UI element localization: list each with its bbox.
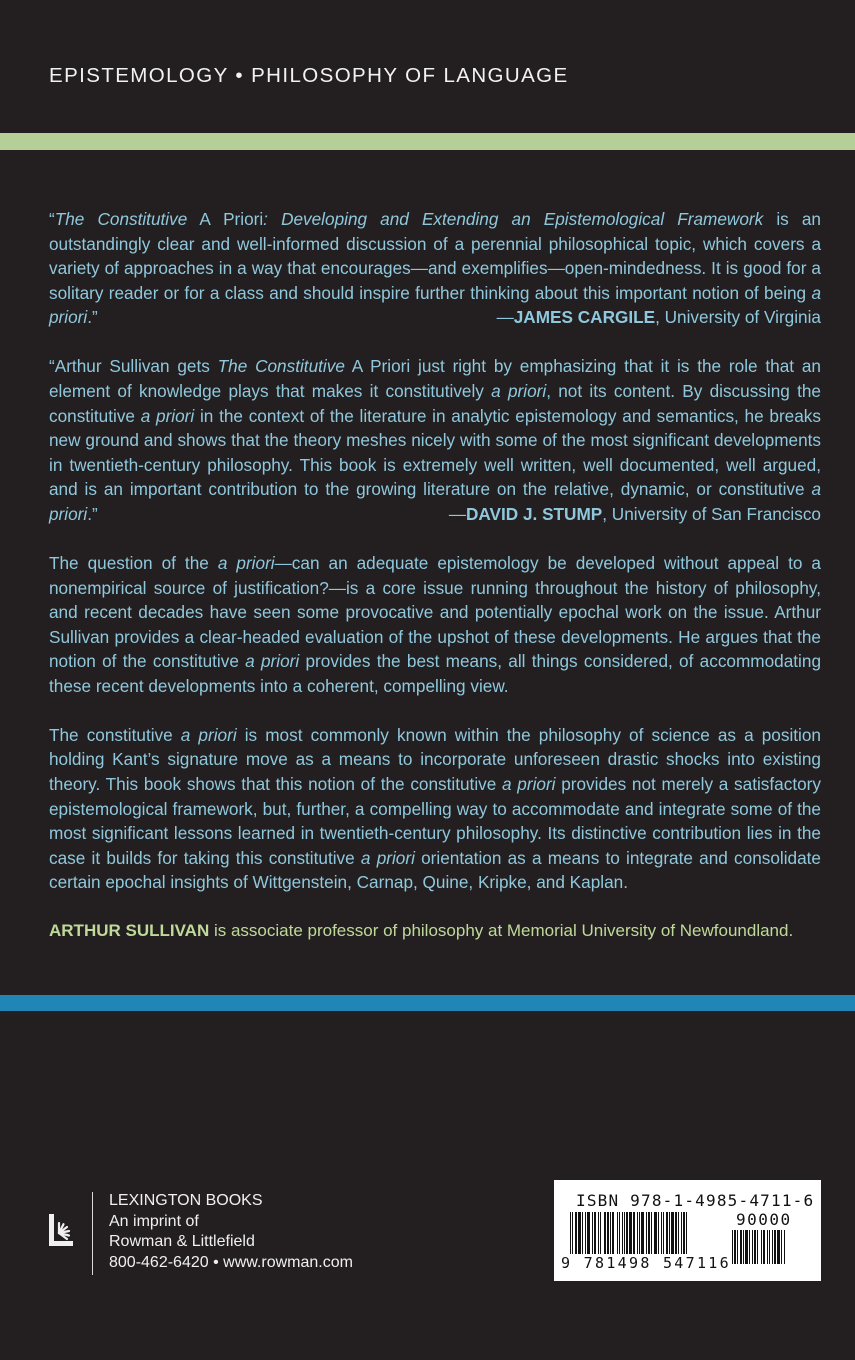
book-title-roman: A Priori [187, 209, 264, 229]
barcode-bar [607, 1212, 609, 1254]
barcode-bar [661, 1212, 662, 1254]
author-bio [49, 919, 821, 944]
barcode-bar [686, 1212, 687, 1254]
isbn-number: ISBN 978-1-4985-4711-6 [576, 1191, 815, 1210]
italic-term: a priori [49, 479, 821, 524]
barcode-bar [740, 1230, 742, 1264]
italic-term: a priori [140, 405, 195, 426]
barcode-bar [663, 1212, 664, 1254]
barcode-bar [575, 1212, 577, 1254]
lexington-sunburst-logo-icon [47, 1210, 79, 1250]
barcode-bar [675, 1212, 677, 1254]
description-text: provides not merely a satisfactory epistemological framework, but, further, a compelling way to accommodate and integrate some of the most significant lessons learned in twentieth-century philosophy. Its distinctive contribution lies in the case it builds for taking this constitutive [49, 774, 821, 868]
barcode-bar [639, 1212, 640, 1254]
description-text: —can an adequate epistemology be developed without appeal to a nonempirical source of justification?—is a core issue running throughout the history of philosophy, and recent decades have seen some provocative and potentially epochal work on the issue. Arthur Sullivan provides a clear-headed evaluation of the upshot of these developments. He argues that the notion of the constitutive [49, 552, 821, 672]
italic-term: a priori [245, 651, 300, 672]
barcode-bar [774, 1230, 776, 1264]
barcode-bar [749, 1230, 750, 1264]
book-subtitle: : Developing and Extending an Epistemological Framework [263, 209, 764, 229]
barcode-bar [610, 1212, 611, 1254]
publisher-divider-line [92, 1192, 93, 1275]
barcode-bar [612, 1212, 614, 1254]
barcode-bar [637, 1212, 638, 1254]
barcode-bar [570, 1212, 571, 1254]
description-text: provides the best means, all things considered, of accommodating these recent developments into a coherent, compelling view. [49, 651, 821, 696]
barcode-bar [604, 1212, 606, 1254]
barcode-bar [629, 1212, 632, 1254]
barcode-bar [585, 1212, 586, 1254]
endorser-affiliation: , University of San Francisco [602, 503, 821, 524]
book-title-italic: The Constitutive [217, 356, 345, 377]
endorsement-text: just right by emphasizing that it is the role that an element of knowledge plays that makes it constitutively [49, 356, 821, 401]
barcode-bar [757, 1230, 758, 1264]
endorsement-stump [49, 354, 821, 526]
open-quote: “ [49, 356, 55, 377]
blue-divider-band [0, 995, 855, 1011]
publisher-info [109, 1191, 353, 1273]
close-quote: .” [87, 503, 98, 524]
subject-category: EPISTEMOLOGY • PHILOSOPHY OF LANGUAGE [49, 64, 569, 87]
barcode-bar [578, 1212, 581, 1254]
barcode-bar [626, 1212, 628, 1254]
green-divider-band [0, 133, 855, 150]
italic-term: a priori [491, 380, 547, 401]
publisher-imprint-line: An imprint of [109, 1212, 199, 1230]
barcode-bar [752, 1230, 753, 1264]
barcode-bar [648, 1212, 650, 1254]
barcode-bar [633, 1212, 635, 1254]
barcode-bar [683, 1212, 685, 1254]
endorsement-text: , not its content. By discussing the constitutive [49, 380, 821, 426]
ean-barcode-bars [570, 1212, 730, 1254]
barcode-bar [624, 1212, 625, 1254]
description-text: is most commonly known within the philosophy of science as a position holding Kant’s signature move as a means to incorporate unforeseen drastic shocks into existing theory. This book shows that this notion of the constitutive [49, 724, 821, 795]
barcode-bar [772, 1230, 773, 1264]
description-paragraph-1 [49, 551, 821, 699]
barcode-bar [781, 1230, 782, 1264]
barcode-bar [617, 1212, 618, 1254]
italic-term: a priori [360, 847, 415, 868]
author-name: ARTHUR SULLIVAN [49, 921, 210, 941]
close-quote: .” [87, 307, 98, 328]
description-text: orientation as a means to integrate and consolidate certain epochal insights of Wittgenstein, Carnap, Quine, Kripke, and Kaplan. [49, 847, 821, 893]
open-quote: “ [49, 209, 55, 229]
description-text: The question of the [49, 552, 218, 573]
barcode-bar [619, 1212, 620, 1254]
publisher-contact: 800-462-6420 • www.rowman.com [109, 1253, 353, 1271]
addon-barcode-bars [732, 1230, 812, 1264]
barcode-bar [777, 1230, 780, 1264]
author-bio-text: is associate professor of philosophy at Memorial University of Newfoundland. [209, 921, 794, 941]
endorsement-cargile [49, 207, 821, 330]
endorser-affiliation: , University of Virginia [655, 307, 821, 328]
barcode-bar [651, 1212, 652, 1254]
barcode-bar [622, 1212, 623, 1254]
endorsement-text: is an outstandingly clear and well-informed discussion of a perennial philosophical topic, which covers a variety of approaches in a way that encourages—and exemplifies—open-mindedness. It is good for a solitary reader or for a class and should inspire further thinking about this important notion of being [49, 209, 821, 303]
endorsement-text: in the context of the literature in analytic epistemology and semantics, he breaks new ground and shows that the theory meshes nicely with some of the most significant developments in twentieth-century philosophy. This book is extremely well written, well documented, well argued, and is an important contribution to the growing literature on the relative, dynamic, or constitutive [49, 405, 821, 500]
barcode-bar [594, 1212, 596, 1254]
barcode-bar [761, 1230, 762, 1264]
barcode-bar [587, 1212, 590, 1254]
barcode-bar [678, 1212, 679, 1254]
barcode-bar [734, 1230, 736, 1264]
endorser-attribution [449, 502, 821, 527]
barcode-bar [763, 1230, 765, 1264]
barcode-bar [769, 1230, 770, 1264]
ean-digits: 9 781498 547116 [561, 1254, 731, 1272]
barcode-bar [641, 1212, 644, 1254]
barcode-bar [671, 1212, 674, 1254]
barcode-bar [754, 1230, 756, 1264]
barcode-bar [600, 1212, 601, 1254]
barcode-bar [666, 1212, 668, 1254]
barcode-bar [669, 1212, 670, 1254]
price-addon-code: 90000 [736, 1210, 792, 1229]
endorser-name: DAVID J. STUMP [466, 503, 603, 524]
em-dash: — [496, 307, 514, 328]
barcode-bar [598, 1212, 599, 1254]
endorser-attribution [497, 305, 821, 330]
book-title-roman: A Priori [344, 356, 411, 377]
barcode-bar [654, 1212, 657, 1254]
barcode-bar [737, 1230, 738, 1264]
barcode-bar [732, 1230, 733, 1264]
endorsement-text: Arthur Sullivan gets [54, 356, 218, 377]
book-title-italic: The Constitutive [54, 209, 188, 229]
barcode-bar [745, 1230, 748, 1264]
em-dash: — [448, 503, 466, 524]
barcode-bar [767, 1230, 768, 1264]
italic-term: a priori [180, 724, 237, 745]
italic-term: a priori [217, 552, 275, 573]
barcode-bar [592, 1212, 593, 1254]
back-cover-text [49, 207, 821, 944]
barcode-bar [582, 1212, 583, 1254]
publisher-name: LEXINGTON BOOKS [109, 1192, 263, 1209]
publisher-parent: Rowman & Littlefield [109, 1233, 255, 1250]
description-text: The constitutive [49, 724, 181, 745]
barcode-bar [658, 1212, 659, 1254]
endorser-name: JAMES CARGILE [513, 307, 656, 328]
italic-term: a priori [49, 282, 821, 328]
barcode-bar [646, 1212, 647, 1254]
barcode-bar [743, 1230, 744, 1264]
isbn-barcode [554, 1180, 821, 1281]
italic-term: a priori [502, 774, 556, 795]
barcode-bar [784, 1230, 785, 1264]
barcode-bar [572, 1212, 573, 1254]
description-paragraph-2 [49, 723, 821, 895]
barcode-bar [681, 1212, 682, 1254]
